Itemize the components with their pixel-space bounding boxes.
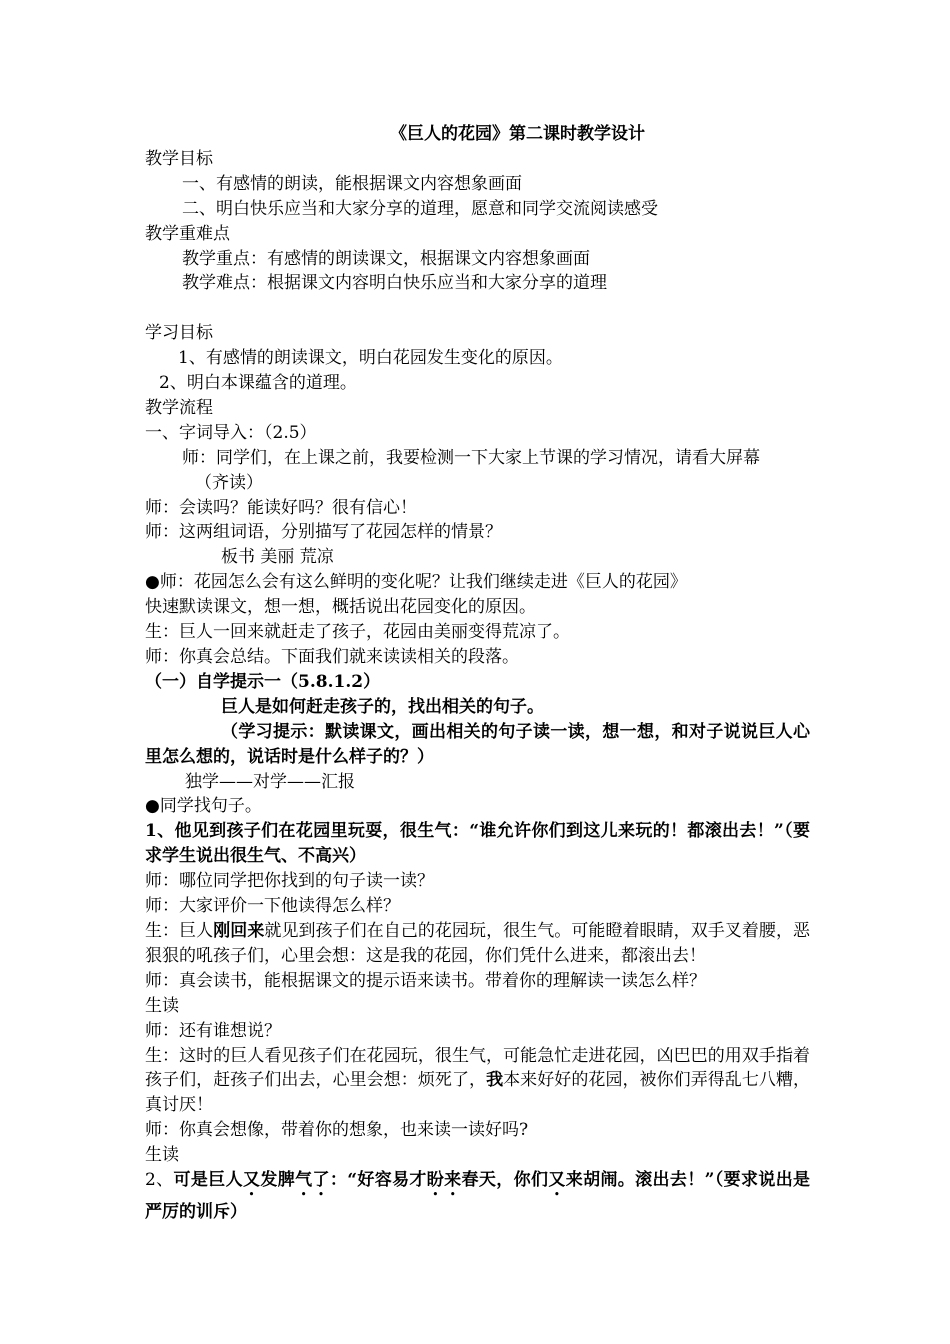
- answer-text: 就见到孩子们在自己的花园玩，很生气。可能瞪着眼睛，双手叉着腰，恶狠狠的吼孩子们，心里会想：这是我的花园，你们凭什么进来，都滚出去！: [145, 920, 811, 966]
- answer-emphasis: 我: [486, 1070, 504, 1091]
- document-page: [145, 122, 810, 1225]
- document-title: 《巨人的花园》第二课时教学设计: [390, 124, 645, 144]
- sentence-number: 2、: [145, 1170, 174, 1191]
- paragraph: （齐读）: [195, 472, 263, 493]
- tip-question: 巨人是如何赶走孩子的，找出相关的句子。: [221, 696, 544, 717]
- tip-heading: （一）自学提示一（5.8.1.2）: [145, 671, 381, 692]
- student-answer-2: [145, 1044, 810, 1119]
- paragraph: ●师：花园怎么会有这么鲜明的变化呢？让我们继续走进《巨人的花园》: [145, 572, 687, 593]
- board-writing: 板书 美丽 荒凉: [221, 547, 334, 568]
- goal-1: 一、有感情的朗读，能根据课文内容想象画面: [182, 173, 522, 194]
- paragraph: ●同学找句子。: [145, 796, 262, 817]
- emphasis-dot-text: 又: [243, 1170, 261, 1191]
- paragraph: 师：哪位同学把你找到的句子读一读？: [145, 871, 434, 892]
- paragraph: 师：会读吗？能读好吗？很有信心！: [145, 497, 417, 518]
- emphasis-dot-text: 盼来: [426, 1170, 462, 1191]
- goals-heading: 教学目标: [145, 148, 213, 169]
- step-1-heading: 一、字词导入：（2.5）: [145, 422, 317, 443]
- difficult-point: 教学难点：根据课文内容明白快乐应当和大家分享的道理: [182, 273, 607, 294]
- tip-detail: （学习提示：默读课文，画出相关的句子读一读，想一想，和对子说说巨人心里怎么想的，说话时是什么样子的？）: [145, 721, 810, 767]
- sentence-text: 发脾: [260, 1170, 296, 1191]
- learning-goal-1: 1、有感情的朗读课文，明白花园发生变化的原因。: [178, 348, 563, 369]
- learning-mode: 独学——对学——汇报: [185, 771, 355, 792]
- sentence-1: 1、他见到孩子们在花园里玩耍，很生气：“谁允许你们到这儿来玩的！都滚出去！”（要求学生说出很生气、不高兴）: [145, 821, 810, 867]
- key-point: 教学重点：有感情的朗读课文，根据课文内容想象画面: [182, 248, 590, 269]
- sentence-text: 可是巨人: [173, 1170, 243, 1191]
- goal-2: 二、明白快乐应当和大家分享的道理，愿意和同学交流阅读感受: [182, 198, 658, 219]
- paragraph: 师：你真会总结。下面我们就来读读相关的段落。: [145, 647, 519, 668]
- student-answer-1: [145, 919, 810, 969]
- sentence-2: [145, 1168, 810, 1225]
- paragraph: 师：还有谁想说？: [145, 1020, 281, 1041]
- sentence-text: ：“好容易才: [329, 1170, 427, 1191]
- paragraph: 师：大家评价一下他读得怎么样？: [145, 896, 400, 917]
- learning-goal-2: 2、明白本课蕴含的道理。: [159, 373, 357, 394]
- answer-text: 生：巨人: [145, 920, 214, 941]
- emphasis-dot-text: 气了: [295, 1170, 330, 1191]
- paragraph: 生：巨人一回来就赶走了孩子，花园由美丽变得荒凉了。: [145, 622, 570, 643]
- sentence-text: 来胡闹。滚出去！”（要求说出是严厉的训斥）: [145, 1170, 811, 1223]
- answer-emphasis: 刚回来: [213, 920, 265, 941]
- answer-text: 本来好好的花园，被你们弄得乱七八糟，真讨厌！: [145, 1070, 811, 1116]
- emphasis-dot-text: 又: [548, 1170, 566, 1191]
- paragraph: 生读: [145, 1145, 179, 1166]
- key-points-heading: 教学重难点: [145, 223, 230, 244]
- paragraph: 师：同学们，在上课之前，我要检测一下大家上节课的学习情况，请看大屏幕: [182, 447, 760, 468]
- paragraph: 师：真会读书，能根据课文的提示语来读书。带着你的理解读一读怎么样？: [145, 970, 706, 991]
- paragraph: 师：你真会想像，带着你的想象，也来读一读好吗?: [145, 1120, 529, 1141]
- blank-line: [145, 296, 810, 321]
- sentence-text: 春天，你们: [461, 1170, 549, 1191]
- process-heading: 教学流程: [145, 397, 213, 418]
- paragraph: 生读: [145, 995, 179, 1016]
- paragraph: 快速默读课文，想一想，概括说出花园变化的原因。: [145, 597, 536, 618]
- learning-goals-heading: 学习目标: [145, 323, 213, 344]
- paragraph: 师：这两组词语，分别描写了花园怎样的情景？: [145, 522, 502, 543]
- answer-text: 生：这时的巨人看见孩子们在花园玩，很生气，可能急忙走进花园，凶巴巴的用双手指着孩子们，赶孩子们出去，心里会想：烦死了，: [145, 1045, 810, 1091]
